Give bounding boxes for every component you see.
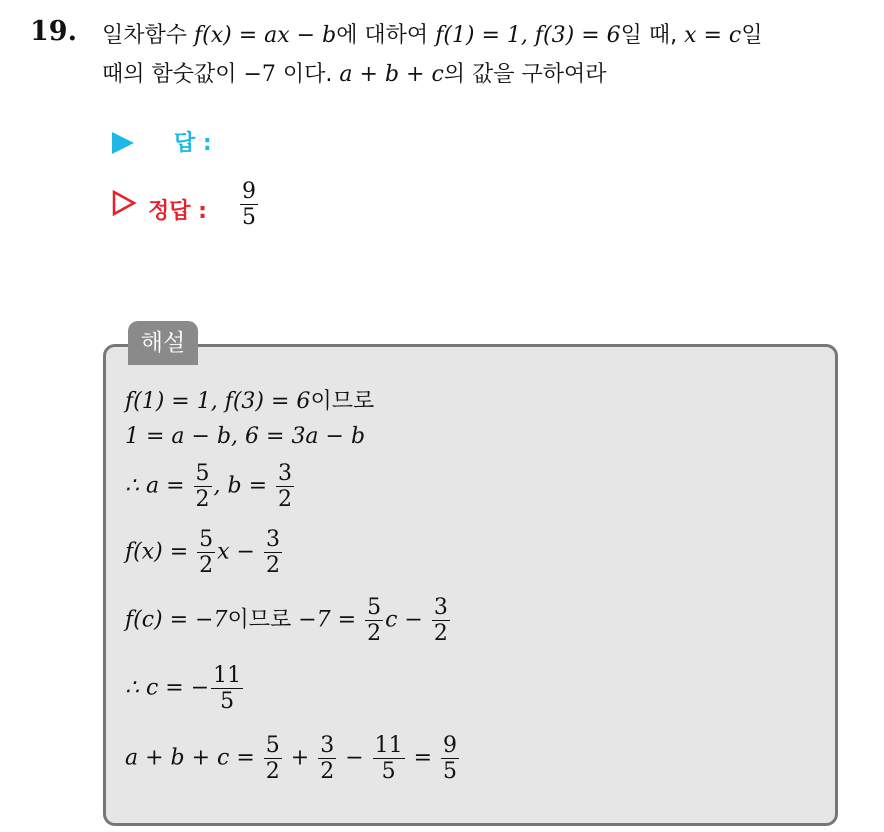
correct-answer-label: 정답 : [148, 199, 207, 224]
fraction-numerator: 3 [265, 527, 280, 552]
problem-text: 의 값을 구하여라 [443, 62, 607, 87]
solution-line-1 [125, 384, 374, 415]
fraction [365, 596, 383, 645]
math-expression: c − [385, 607, 430, 633]
fraction-numerator: 5 [199, 527, 214, 552]
math-expression: a + b + c [339, 62, 444, 87]
fraction-numerator: 9 [242, 179, 256, 204]
correct-answer-value [240, 180, 258, 229]
math-expression: , b = [213, 473, 275, 499]
fraction-numerator: 5 [265, 733, 280, 758]
fraction [197, 528, 215, 577]
problem-text: 일 [741, 23, 763, 48]
fraction [264, 528, 282, 577]
solution-line-2 [125, 424, 365, 449]
fraction-numerator: 9 [443, 733, 458, 758]
fraction [194, 462, 212, 511]
problem-line-2 [102, 57, 607, 88]
fraction-numerator: 3 [278, 461, 293, 486]
fraction-denominator: 5 [242, 205, 256, 231]
fraction-denominator: 5 [443, 759, 458, 785]
math-expression: − [338, 745, 371, 771]
play-arrow-icon [112, 132, 134, 154]
fraction-numerator: 11 [374, 733, 403, 758]
fraction-denominator: 2 [265, 553, 280, 579]
fraction-denominator: 2 [367, 621, 382, 647]
fraction [276, 462, 294, 511]
fraction-numerator: 3 [320, 733, 335, 758]
math-expression: x = c [684, 23, 742, 48]
fraction [432, 596, 450, 645]
fraction [441, 734, 459, 783]
math-expression: = [406, 745, 440, 771]
solution-line-6 [125, 664, 245, 713]
problem-text: 이다. [275, 62, 340, 87]
fraction-denominator: 2 [195, 487, 210, 513]
solution-text: 이므로 [227, 607, 299, 633]
fraction-denominator: 5 [381, 759, 396, 785]
fraction-denominator: 2 [278, 487, 293, 513]
math-expression: a + b + c = [125, 745, 262, 771]
math-expression: −7 = [298, 607, 364, 633]
outline-arrow-icon [112, 190, 136, 216]
fraction-numerator: 5 [367, 595, 382, 620]
fraction [373, 734, 405, 783]
math-expression: + [283, 745, 317, 771]
math-expression: ∴ a = [125, 473, 192, 499]
fraction-numerator: 11 [213, 663, 242, 688]
solution-line-7 [125, 734, 461, 783]
fraction-denominator: 2 [320, 759, 335, 785]
solution-tab: 해설 [128, 321, 198, 365]
problem-text: 일 때, [620, 23, 685, 48]
question-number: 19. [30, 16, 77, 47]
problem-text: 때의 함숫값이 [102, 62, 244, 87]
math-expression: −7 [243, 62, 276, 87]
problem-line-1 [102, 18, 763, 49]
math-expression: f(x) = [125, 539, 196, 565]
solution-text: 이므로 [310, 389, 375, 414]
fraction-numerator: 5 [195, 461, 210, 486]
math-expression: x − [217, 539, 262, 565]
math-expression: f(1) = 1, f(3) = 6 [435, 23, 621, 48]
fraction [264, 734, 282, 783]
solution-line-4 [125, 528, 284, 577]
fraction-numerator: 3 [433, 595, 448, 620]
problem-text: 일차함수 [102, 23, 195, 48]
fraction [211, 664, 243, 713]
math-expression: ∴ c = − [125, 675, 210, 701]
math-expression: f(c) = −7 [125, 607, 228, 633]
fraction-denominator: 2 [199, 553, 214, 579]
math-expression: f(1) = 1, f(3) = 6 [125, 389, 311, 414]
fraction-denominator: 2 [265, 759, 280, 785]
solution-line-3 [125, 462, 296, 511]
answer-label: 답 : [174, 131, 212, 156]
math-expression: f(x) = ax − b [194, 23, 337, 48]
fraction-denominator: 2 [433, 621, 448, 647]
problem-text: 에 대하여 [336, 23, 436, 48]
fraction-denominator: 5 [220, 689, 235, 715]
solution-line-5 [125, 596, 452, 645]
math-expression: 1 = a − b, 6 = 3a − b [125, 424, 366, 449]
fraction [318, 734, 336, 783]
